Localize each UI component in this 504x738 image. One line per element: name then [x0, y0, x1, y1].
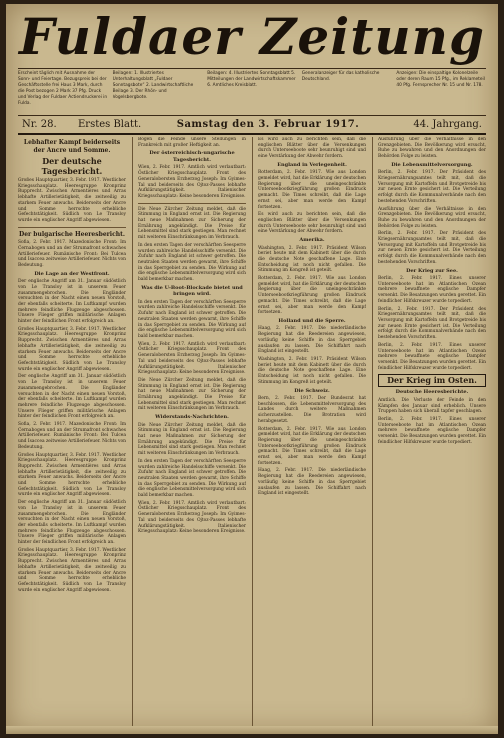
issue-date: Samstag den 3. Februar 1917. — [176, 119, 360, 130]
article-text: Der englische Angriff am 31. Januar südöstlich von Le Transloy ist in unserem Feuer zusammengebrochen. Die Engländer versuchten in der Nacht einen neuen Vorstoß, der ebenfalls scheiterte. Im Luftkampf wurden mehrere feindliche Flugzeuge abgeschossen. Unsere Flieger griffen militärische Anlagen hinter der feindlichen Front erfolgreich an. — [18, 279, 126, 325]
issue-year: 44. Jahrgang. — [413, 119, 482, 130]
article-text: In den ersten Tagen der verschärften Seesperre wurden zahlreiche Handelsschiffe versenkt. Die Zufuhr nach England ist schwer getroffen. Die neutralen Staaten werden gewarnt, ihre Schiffe in das Sperrgebiet zu senden. Die Wirkung auf die englische Lebensmittelversorgung wird sich bald bemerkbar machen. — [138, 458, 246, 499]
article-text: Wien, 2. Febr. 1917. Amtlich wird verlautbart: Östlicher Kriegsschauplatz. Front des Generalobersten Erzherzog Joseph: Im Gyimes-Tal und beiderseits des Ojtoz-Passes lebhafte Aufklärungstätigkeit. Italienischer Kriegsschauplatz: Keine besonderen Ereignisse. — [138, 165, 246, 199]
article-text: Die Neue Zürcher Zeitung meldet, daß die Stimmung in England ernst ist. Die Regierung hat neue Maßnahmen zur Sicherung der Ernährung angekündigt. Die Preise für Lebensmittel sind stark gestiegen. Man rechnet mit weiteren Einschränkungen im Verbrauch. — [138, 206, 246, 241]
article-text: Rotterdam, 2. Febr. 1917. Wie aus London gemeldet wird, hat die Erklärung der deutschen Regierung über die uneingeschränkte Unterseebootkriegführung großen Eindruck gemacht. Die Times schreibt, daß die Lage ernst sei, aber man werde den Kampf fortsetzen. — [258, 170, 366, 210]
article-text: Sofia, 2. Febr. 1917. Mazedonische Front: Im Cernabogen und an der Strumafront schwaches Artilleriefeuer. Rumänische Front: Bei Tulcea und Isaccea zeitweise Artilleriefeuer. Nichts von Bedeutung. — [18, 422, 126, 450]
article-text: Washington, 2. Febr. 1917. Präsident Wilson beriet heute mit dem Kabinett über die durch die deutsche Note geschaffene Lage. Eine Entscheidung ist noch nicht gefallen. Die Stimmung im Kongreß ist geteilt. — [258, 357, 366, 385]
article-text: Amtlich. Die Verluste der Feinde in den Kämpfen des Januar sind erheblich. Unsere Truppen haben sich überall tapfer geschlagen. — [378, 397, 486, 415]
main-headline: Lebhafter Kampf beiderseits der Ancre und Somme. — [23, 139, 121, 154]
article-text: Berlin, 2. Febr. 1917. Der Präsident des Kriegsernährungsamtes teilt mit, daß die Versorgung mit Kartoffeln und Brotgetreide bis zur neuen Ernte gesichert ist. Die Verteilung erfolgt durch die Kommunalverbände nach den bestehenden Vorschriften. — [378, 170, 486, 204]
column-1 — [18, 137, 126, 727]
column-2 — [132, 137, 246, 727]
article-text: Es wird auch zu berichten sein, daß die englischen Blätter über die Versenkungen durch Unterseeboote sehr beunruhigt sind und eine Verstärkung der Abwehr fordern. — [258, 212, 366, 235]
headline-food-supply: Die Lebensmittelversorgung. — [391, 161, 473, 168]
article-text: Rotterdam, 2. Febr. 1917. Wie aus London gemeldet wird, hat die Erklärung der deutschen Regierung über die uneingeschränkte Unterseebootkriegführung großen Eindruck gemacht. Die Times schreibt, daß die Lage ernst sei, aber man werde den Kampf fortsetzen. — [258, 426, 366, 466]
headline-england: England in Verlegenheit. — [277, 161, 347, 168]
subbar-block-2: Beilagen: 1. Illustriertes Unterhaltungsblatt „Fuldaer Sonntagsbote“ 2. Landwirtschaftliche Beilage 3. Der Rhön- und Vogelsbergbote. — [112, 71, 194, 100]
headline-sea-war: Der Krieg zur See. — [406, 267, 458, 274]
article-text: Haag, 2. Febr. 1917. Die niederländische Regierung hat die Reedereien angewiesen, vorläufig keine Schiffe in das Sperrgebiet auslaufen zu lassen. Die Schiffahrt nach England ist eingestellt. — [258, 468, 366, 497]
masthead-title: Fuldaer Zeitung — [19, 7, 485, 66]
article-text: Bern, 2. Febr. 1917. Der Bundesrat hat beschlossen, die Lebensmittelversorgung des Landes durch weitere Maßnahmen sicherzustellen. Die Brotration wird herabgesetzt. — [258, 396, 366, 424]
headline-resistance: Widerstands-Nachrichten. — [155, 414, 229, 421]
article-text: Ausführung über die Verhältnisse in den Grenzgebieten. Die Bevölkerung wird ersucht, Ruhe zu bewahren und den Anordnungen der Behörden Folge zu leisten. — [378, 206, 486, 229]
article-text: Berlin, 2. Febr. 1917. Eines unserer Unterseeboote hat im Atlantischen Ozean mehrere bewaffnete englische Dampfer versenkt. Die Besatzungen wurden gerettet. Ein feindlicher Hilfskreuzer wurde torpediert. — [378, 342, 486, 371]
subheader-bar — [18, 68, 486, 116]
article-text: Berlin, 2. Febr. 1917. Eines unserer Unterseeboote hat im Atlantischen Ozean mehrere bewaffnete englische Dampfer versenkt. Die Besatzungen wurden gerettet. Ein feindlicher Hilfskreuzer wurde torpediert. — [378, 416, 486, 445]
article-text: Rotterdam, 2. Febr. 1917. Wie aus London gemeldet wird, hat die Erklärung der deutschen Regierung über die uneingeschränkte Unterseebootkriegführung großen Eindruck gemacht. Die Times schreibt, daß die Lage ernst sei, aber man werde den Kampf fortsetzen. — [258, 276, 366, 316]
issue-number: Nr. 28. — [22, 119, 57, 130]
article-text: Großes Hauptquartier, 3. Febr. 1917. Westlicher Kriegsschauplatz. Heeresgruppe Kronprinz Rupprecht. Zwischen Armentières und Arras lebhafte Artillerietätigkeit, die zeitweilig zu starkem Feuer anwuchs. Beiderseits der Ancre und Somme herrschte erhebliche Gefechtstätigkeit. Südlich von Le Transloy wurde ein englischer Angriff abgewiesen. — [18, 547, 126, 593]
war-east-box: Der Krieg im Osten. — [378, 374, 486, 387]
article-text: Großes Hauptquartier, 3. Febr. 1917. Westlicher Kriegsschauplatz. Heeresgruppe Kronprinz Rupprecht. Zwischen Armentières und Arras lebhafte Artillerietätigkeit, die zeitweilig zu starkem Feuer anwuchs. Beiderseits der Ancre und Somme herrschte erhebliche Gefechtstätigkeit. Südlich von Le Transloy wurde ein englischer Angriff abgewiesen. — [18, 178, 126, 223]
article-text: In den ersten Tagen der verschärften Seesperre wurden zahlreiche Handelsschiffe versenkt. Die Zufuhr nach England ist schwer getroffen. Die neutralen Staaten werden gewarnt, ihre Schiffe in das Sperrgebiet zu senden. Die Wirkung auf die englische Lebensmittelversorgung wird sich bald bemerkbar machen. — [138, 242, 246, 283]
subbar-block-1: Erscheint täglich mit Ausnahme der Sonn- und Feiertage. Bezugspreis bei der Geschäftsstelle frei Haus 3 Mark, durch die Post bezogen 2 Mark 37 Pfg. Druck und Verlag der Fuldaer Actiendruckerei in Fulda. — [18, 71, 108, 106]
newspaper-page — [6, 4, 498, 734]
article-text: Die Neue Zürcher Zeitung meldet, daß die Stimmung in England ernst ist. Die Regierung hat neue Maßnahmen zur Sicherung der Ernährung angekündigt. Die Preise für Lebensmittel sind stark gestiegen. Man rechnet mit weiteren Einschränkungen im Verbrauch. — [138, 422, 246, 457]
article-text: Großes Hauptquartier, 3. Febr. 1917. Westlicher Kriegsschauplatz. Heeresgruppe Kronprinz Rupprecht. Zwischen Armentières und Arras lebhafte Artillerietätigkeit, die zeitweilig zu starkem Feuer anwuchs. Beiderseits der Ancre und Somme herrschte erhebliche Gefechtstätigkeit. Südlich von Le Transloy wurde ein englischer Angriff abgewiesen. — [18, 326, 126, 372]
article-text: Berlin, 2. Febr. 1917. Der Präsident des Kriegsernährungsamtes teilt mit, daß die Versorgung mit Kartoffeln und Brotgetreide bis zur neuen Ernte gesichert ist. Die Verteilung erfolgt durch die Kommunalverbände nach den bestehenden Vorschriften. — [378, 306, 486, 341]
headline-german-report: Der deutsche Tagesbericht. — [41, 156, 103, 176]
divider — [18, 227, 126, 228]
headline-army-reports: Deutsche Heeresberichte. — [395, 389, 469, 396]
headline-america: Amerika. — [299, 237, 325, 244]
subbar-block-5: Generalanzeiger für das katholische Deutschland. — [301, 71, 380, 82]
article-text: Der englische Angriff am 31. Januar südöstlich von Le Transloy ist in unserem Feuer zusammengebrochen. Die Engländer versuchten in der Nacht einen neuen Vorstoß, der ebenfalls scheiterte. Im Luftkampf wurden mehrere feindliche Flugzeuge abgeschossen. Unsere Flieger griffen militärische Anlagen hinter der feindlichen Front erfolgreich an. — [18, 374, 126, 420]
article-text: Wien, 2. Febr. 1917. Amtlich wird verlautbart: Östlicher Kriegsschauplatz. Front des Generalobersten Erzherzog Joseph: Im Gyimes-Tal und beiderseits des Ojtoz-Passes lebhafte Aufklärungstätigkeit. Italienischer Kriegsschauplatz: Keine besonderen Ereignisse. — [138, 500, 246, 535]
article-text: In den ersten Tagen der verschärften Seesperre wurden zahlreiche Handelsschiffe versenkt. Die Zufuhr nach England ist schwer getroffen. Die neutralen Staaten werden gewarnt, ihre Schiffe in das Sperrgebiet zu senden. Die Wirkung auf die englische Lebensmittelversorgung wird sich bald bemerkbar machen. — [138, 299, 246, 339]
page-edge — [6, 726, 498, 734]
subbar-block-3: Beilagen: 4. Illustriertes Sonntagsblatt 5. Mitteilungen der Landwirtschaftskammer 6. Amtliches Kreisblatt. — [207, 71, 296, 88]
headline-holland: Holland und die Sperre. — [278, 317, 346, 324]
article-text: Sofia, 2. Febr. 1917. Mazedonische Front: Im Cernabogen und an der Strumafront schwaches Artilleriefeuer. Rumänische Front: Bei Tulcea und Isaccea zeitweise Artilleriefeuer. Nichts von Bedeutung. — [18, 240, 126, 268]
article-text: Es wird auch zu berichten sein, daß die englischen Blätter über die Versenkungen durch Unterseeboote sehr beunruhigt sind und eine Verstärkung der Abwehr fordern. — [258, 137, 366, 160]
article-text: Die Neue Zürcher Zeitung meldet, daß die Stimmung in England ernst ist. Die Regierung hat neue Maßnahmen zur Sicherung der Ernährung angekündigt. Die Preise für Lebensmittel sind stark gestiegen. Man rechnet mit weiteren Einschränkungen im Verbrauch. — [138, 377, 246, 412]
article-columns — [18, 137, 486, 727]
headline-west-front: Die Lage an der Westfront. — [34, 270, 110, 277]
headline-bulgarian-report: Der bulgarische Heeresbericht. — [19, 230, 125, 238]
article-text: Großes Hauptquartier, 3. Febr. 1917. Westlicher Kriegsschauplatz. Heeresgruppe Kronprinz Rupprecht. Zwischen Armentières und Arras lebhafte Artillerietätigkeit, die zeitweilig zu starkem Feuer anwuchs. Beiderseits der Ancre und Somme herrschte erhebliche Gefechtstätigkeit. Südlich von Le Transloy wurde ein englischer Angriff abgewiesen. — [18, 452, 126, 498]
article-text: Der englische Angriff am 31. Januar südöstlich von Le Transloy ist in unserem Feuer zusammengebrochen. Die Engländer versuchten in der Nacht einen neuen Vorstoß, der ebenfalls scheiterte. Im Luftkampf wurden mehrere feindliche Flugzeuge abgeschossen. Unsere Flieger griffen militärische Anlagen hinter der feindlichen Front erfolgreich an. — [18, 500, 126, 546]
issue-bar — [18, 117, 486, 135]
article-text: Haag, 2. Febr. 1917. Die niederländische Regierung hat die Reedereien angewiesen, vorläufig keine Schiffe in das Sperrgebiet auslaufen zu lassen. Die Schiffahrt nach England ist eingestellt. — [258, 326, 366, 355]
headline-switzerland: Die Schweiz. — [294, 387, 330, 394]
headline-austrian-report: Der österreichisch-ungarische Tagesbericht. — [149, 150, 235, 163]
subbar-block-4: Anzeigen: Die einspaltige Kolonelzeile oder deren Raum 15 Pfg., im Reklameteil 40 Pfg. Fernsprecher Nr. 15 und Nr. 178. — [396, 71, 485, 88]
divider — [138, 203, 246, 204]
article-text: Wien, 2. Febr. 1917. Amtlich wird verlautbart: Östlicher Kriegsschauplatz. Front des Generalobersten Erzherzog Joseph: Im Gyimes-Tal und beiderseits des Ojtoz-Passes lebhafte Aufklärungstätigkeit. Italienischer Kriegsschauplatz: Keine besonderen Ereignisse. — [138, 341, 246, 376]
article-text: Berlin, 2. Febr. 1917. Der Präsident des Kriegsernährungsamtes teilt mit, daß die Versorgung mit Kartoffeln und Brotgetreide bis zur neuen Ernte gesichert ist. Die Verteilung erfolgt durch die Kommunalverbände nach den bestehenden Vorschriften. — [378, 231, 486, 265]
column-3 — [252, 137, 366, 727]
column-4 — [372, 137, 486, 727]
edition-label: Erstes Blatt. — [78, 119, 142, 130]
article-text: Bogen die Feinde unsere Stellungen in Frankreich mit großer Heftigkeit an. — [138, 137, 246, 148]
article-text: Ausführung über die Verhältnisse in den Grenzgebieten. Die Bevölkerung wird ersucht, Ruhe zu bewahren und den Anordnungen der Behörden Folge zu leisten. — [378, 137, 486, 160]
article-text: Berlin, 2. Febr. 1917. Eines unserer Unterseeboote hat im Atlantischen Ozean mehrere bewaffnete englische Dampfer versenkt. Die Besatzungen wurden gerettet. Ein feindlicher Hilfskreuzer wurde torpediert. — [378, 276, 486, 304]
article-text: Washington, 2. Febr. 1917. Präsident Wilson beriet heute mit dem Kabinett über die durch die deutsche Note geschaffene Lage. Eine Entscheidung ist noch nicht gefallen. Die Stimmung im Kongreß ist geteilt. — [258, 245, 366, 274]
headline-uboat: Was die U-Boot-Blockade bietet und bringen wird. — [141, 284, 243, 298]
